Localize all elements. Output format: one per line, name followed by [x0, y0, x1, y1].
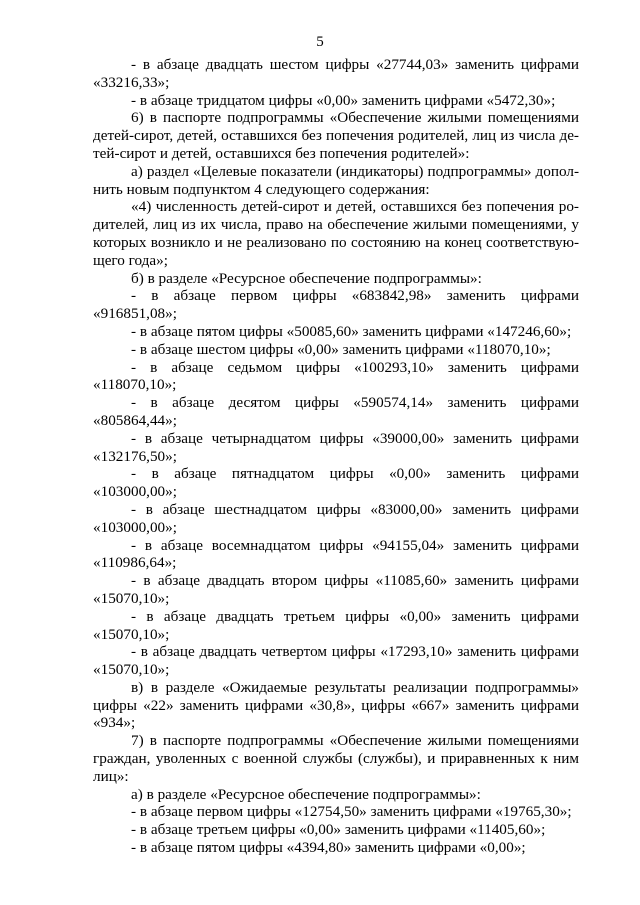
text-line: тей-сирот и детей, оставшихся без попечения родителей»:	[93, 144, 470, 162]
text-line: 7) в паспорте подпрограммы «Обеспечение жилыми помещениями	[131, 732, 579, 750]
page-number: 5	[316, 34, 324, 50]
text-line: - в абзаце пятнадцатом цифры «0,00» заменить цифрами	[131, 465, 579, 483]
text-line: - в абзаце первом цифры «683842,98» заменить цифрами	[131, 287, 579, 305]
document-body	[93, 56, 579, 857]
text-line: щего года»;	[93, 251, 168, 269]
text-line: «33216,33»;	[93, 73, 170, 91]
text-line: - в абзаце пятом цифры «4394,80» заменить цифрами «0,00»;	[131, 839, 526, 857]
text-line: лиц»:	[93, 767, 129, 785]
text-line: а) в разделе «Ресурсное обеспечение подпрограммы»:	[131, 785, 481, 803]
text-line: «132176,50»;	[93, 447, 177, 465]
text-line: - в абзаце тридцатом цифры «0,00» заменить цифрами «5472,30»;	[131, 91, 556, 109]
text-line: «4) численность детей-сирот и детей, оставшихся без попечения ро-	[131, 198, 579, 216]
text-line: - в абзаце двадцать третьем цифры «0,00» заменить цифрами	[131, 607, 579, 625]
text-line: - в абзаце пятом цифры «50085,60» заменить цифрами «147246,60»;	[131, 322, 572, 340]
text-line: «15070,10»;	[93, 589, 170, 607]
text-line: «103000,00»;	[93, 483, 177, 501]
text-line: дителей, лиц из их числа, право на обеспечение жилыми помещениями, у	[93, 216, 579, 234]
text-line: которых возникло и не реализовано по состоянию на конец соответствую-	[93, 233, 579, 251]
text-line: - в абзаце двадцать втором цифры «11085,60» заменить цифрами	[131, 572, 579, 590]
text-line: - в абзаце двадцать шестом цифры «27744,03» заменить цифрами	[131, 56, 579, 73]
text-line: в) в разделе «Ожидаемые результаты реализации подпрограммы»	[131, 678, 579, 696]
text-line: - в абзаце десятом цифры «590574,14» заменить цифрами	[131, 394, 579, 412]
text-line: а) раздел «Целевые показатели (индикаторы) подпрограммы» допол-	[131, 162, 579, 180]
text-line: цифры «22» заменить цифрами «30,8», цифры «667» заменить цифрами	[93, 696, 579, 714]
text-line: - в абзаце восемнадцатом цифры «94155,04» заменить цифрами	[131, 536, 579, 554]
text-line: 6) в паспорте подпрограммы «Обеспечение жилыми помещениями	[131, 109, 579, 127]
text-line: «15070,10»;	[93, 625, 170, 643]
text-line: - в абзаце шестнадцатом цифры «83000,00» заменить цифрами	[131, 500, 579, 518]
text-line: - в абзаце шестом цифры «0,00» заменить цифрами «118070,10»;	[131, 340, 551, 358]
text-line: «15070,10»;	[93, 661, 170, 679]
text-line: нить новым подпунктом 4 следующего содержания:	[93, 180, 430, 198]
text-line: - в абзаце седьмом цифры «100293,10» заменить цифрами	[131, 358, 579, 376]
text-line: «934»;	[93, 714, 136, 732]
text-line: «110986,64»;	[93, 554, 177, 572]
text-line: «103000,00»;	[93, 518, 177, 536]
text-line: граждан, уволенных с военной службы (службы), и приравненных к ним	[93, 750, 579, 768]
text-line: - в абзаце четырнадцатом цифры «39000,00» заменить цифрами	[131, 429, 579, 447]
text-line: «118070,10»;	[93, 376, 177, 394]
text-line: детей-сирот, детей, оставшихся без попечения родителей, лиц из числа де-	[93, 127, 579, 145]
text-line: - в абзаце двадцать четвертом цифры «17293,10» заменить цифрами	[131, 643, 579, 661]
text-line: - в абзаце первом цифры «12754,50» заменить цифрами «19765,30»;	[131, 803, 572, 821]
text-line: «805864,44»;	[93, 411, 177, 429]
text-line: - в абзаце третьем цифры «0,00» заменить цифрами «11405,60»;	[131, 821, 546, 839]
text-line: б) в разделе «Ресурсное обеспечение подпрограммы»:	[131, 269, 482, 287]
text-line: «916851,08»;	[93, 305, 177, 323]
